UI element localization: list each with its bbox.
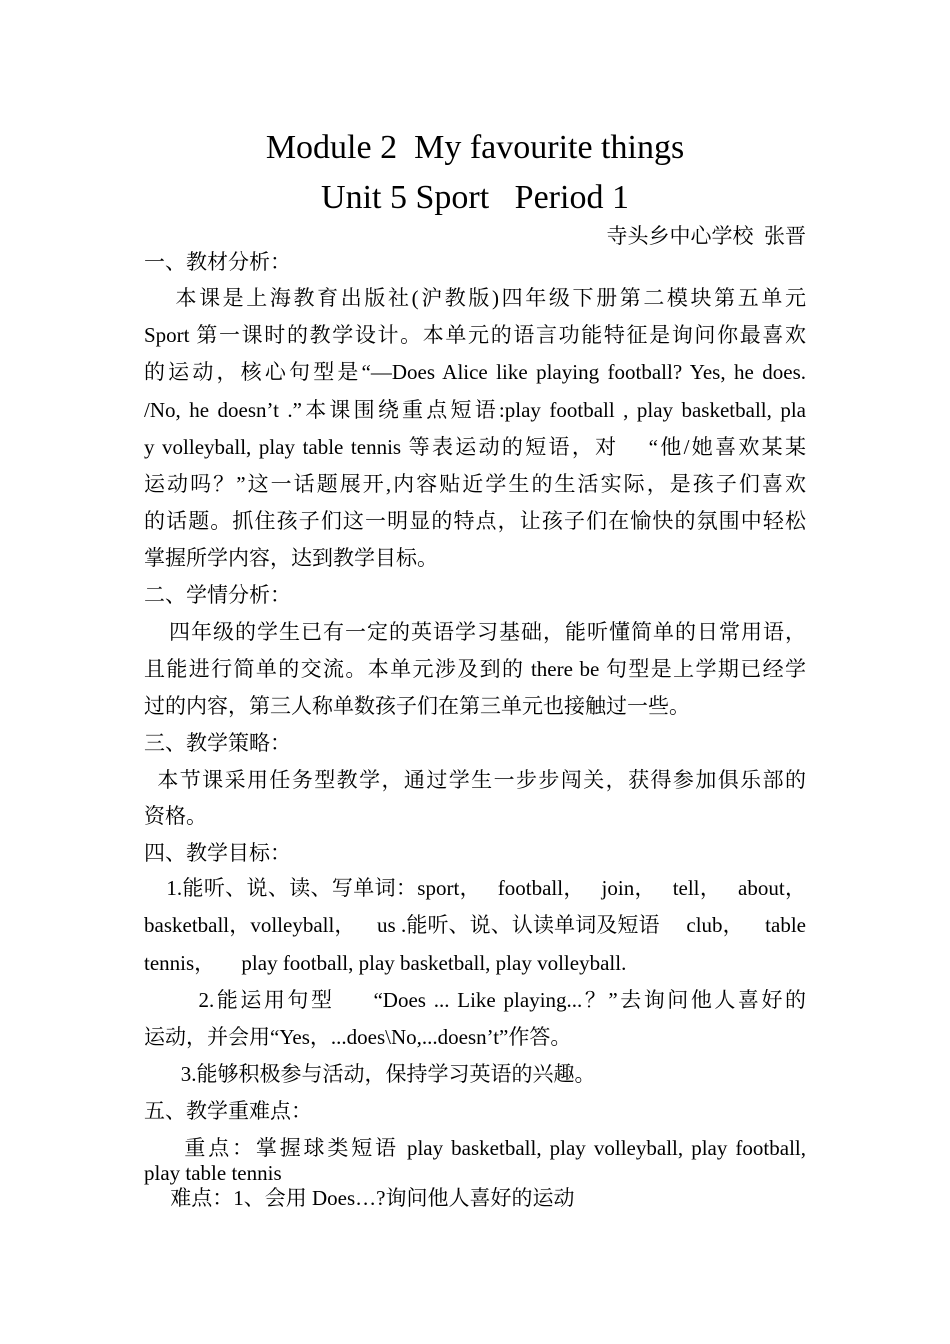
paragraph-line: /No, he doesn’t .”本课围绕重点短语:play football , play basketball, pla	[144, 398, 806, 422]
section-heading-student-analysis: 二、学情分析：	[144, 583, 291, 607]
paragraph-line: 的运动，核心句型是“—Does Alice like playing football? Yes, he does.	[144, 360, 806, 384]
paragraph-line: 3.能够积极参与活动，保持学习英语的兴趣。	[144, 1062, 596, 1086]
paragraph-line: 资格。	[144, 804, 207, 828]
section-heading-textbook-analysis: 一、教材分析：	[144, 250, 291, 274]
paragraph-line: 过的内容，第三人称单数孩子们在第三单元也接触过一些。	[144, 694, 690, 718]
paragraph-line: 且能进行简单的交流。本单元涉及到的 there be 句型是上学期已经学	[144, 657, 806, 681]
section-heading-teaching-strategy: 三、教学策略：	[144, 731, 291, 755]
paragraph-line: 1.能听、说、读、写单词：sport， football， join， tell， about，	[144, 876, 806, 900]
paragraph-line: 本节课采用任务型教学，通过学生一步步闯关，获得参加俱乐部的	[144, 768, 806, 792]
section-heading-teaching-objectives: 四、教学目标：	[144, 841, 291, 865]
paragraph-line: basketball，volleyball， us .能听、说、认读单词及短语 club， table	[144, 913, 806, 937]
paragraph-line: 本课是上海教育出版社(沪教版)四年级下册第二模块第五单元	[144, 286, 806, 310]
section-heading-key-difficult-points: 五、教学重难点：	[144, 1099, 312, 1123]
author-line: 寺头乡中心学校 张晋	[606, 224, 806, 248]
document-title-unit: Unit 5 Sport Period 1	[321, 179, 629, 216]
paragraph-line: 难点：1、会用 Does…?询问他人喜好的运动	[144, 1186, 575, 1210]
paragraph-line: 重点：掌握球类短语 play basketball, play volleyball, play football,	[144, 1136, 806, 1160]
paragraph-line: 2.能运用句型 “Does ... Like playing...？”去询问他人喜好的	[144, 988, 806, 1012]
paragraph-line: Sport 第一课时的教学设计。本单元的语言功能特征是询问你最喜欢	[144, 323, 806, 347]
paragraph-line: 的话题。抓住孩子们这一明显的特点，让孩子们在愉快的氛围中轻松	[144, 509, 806, 533]
paragraph-line: 四年级的学生已有一定的英语学习基础，能听懂简单的日常用语，	[144, 620, 806, 644]
paragraph-line: tennis， play football, play basketball, play volleyball.	[144, 951, 627, 975]
paragraph-line: 运动吗？”这一话题展开,内容贴近学生的生活实际，是孩子们喜欢	[144, 472, 806, 496]
paragraph-line: 掌握所学内容，达到教学目标。	[144, 546, 438, 570]
paragraph-line: y volleyball, play table tennis 等表运动的短语，对 “他/她喜欢某某	[144, 435, 806, 459]
paragraph-line: 运动，并会用“Yes，...does\No,...doesn’t”作答。	[144, 1025, 572, 1049]
paragraph-line: play table tennis	[144, 1161, 282, 1185]
document-title-module: Module 2 My favourite things	[265, 129, 685, 166]
